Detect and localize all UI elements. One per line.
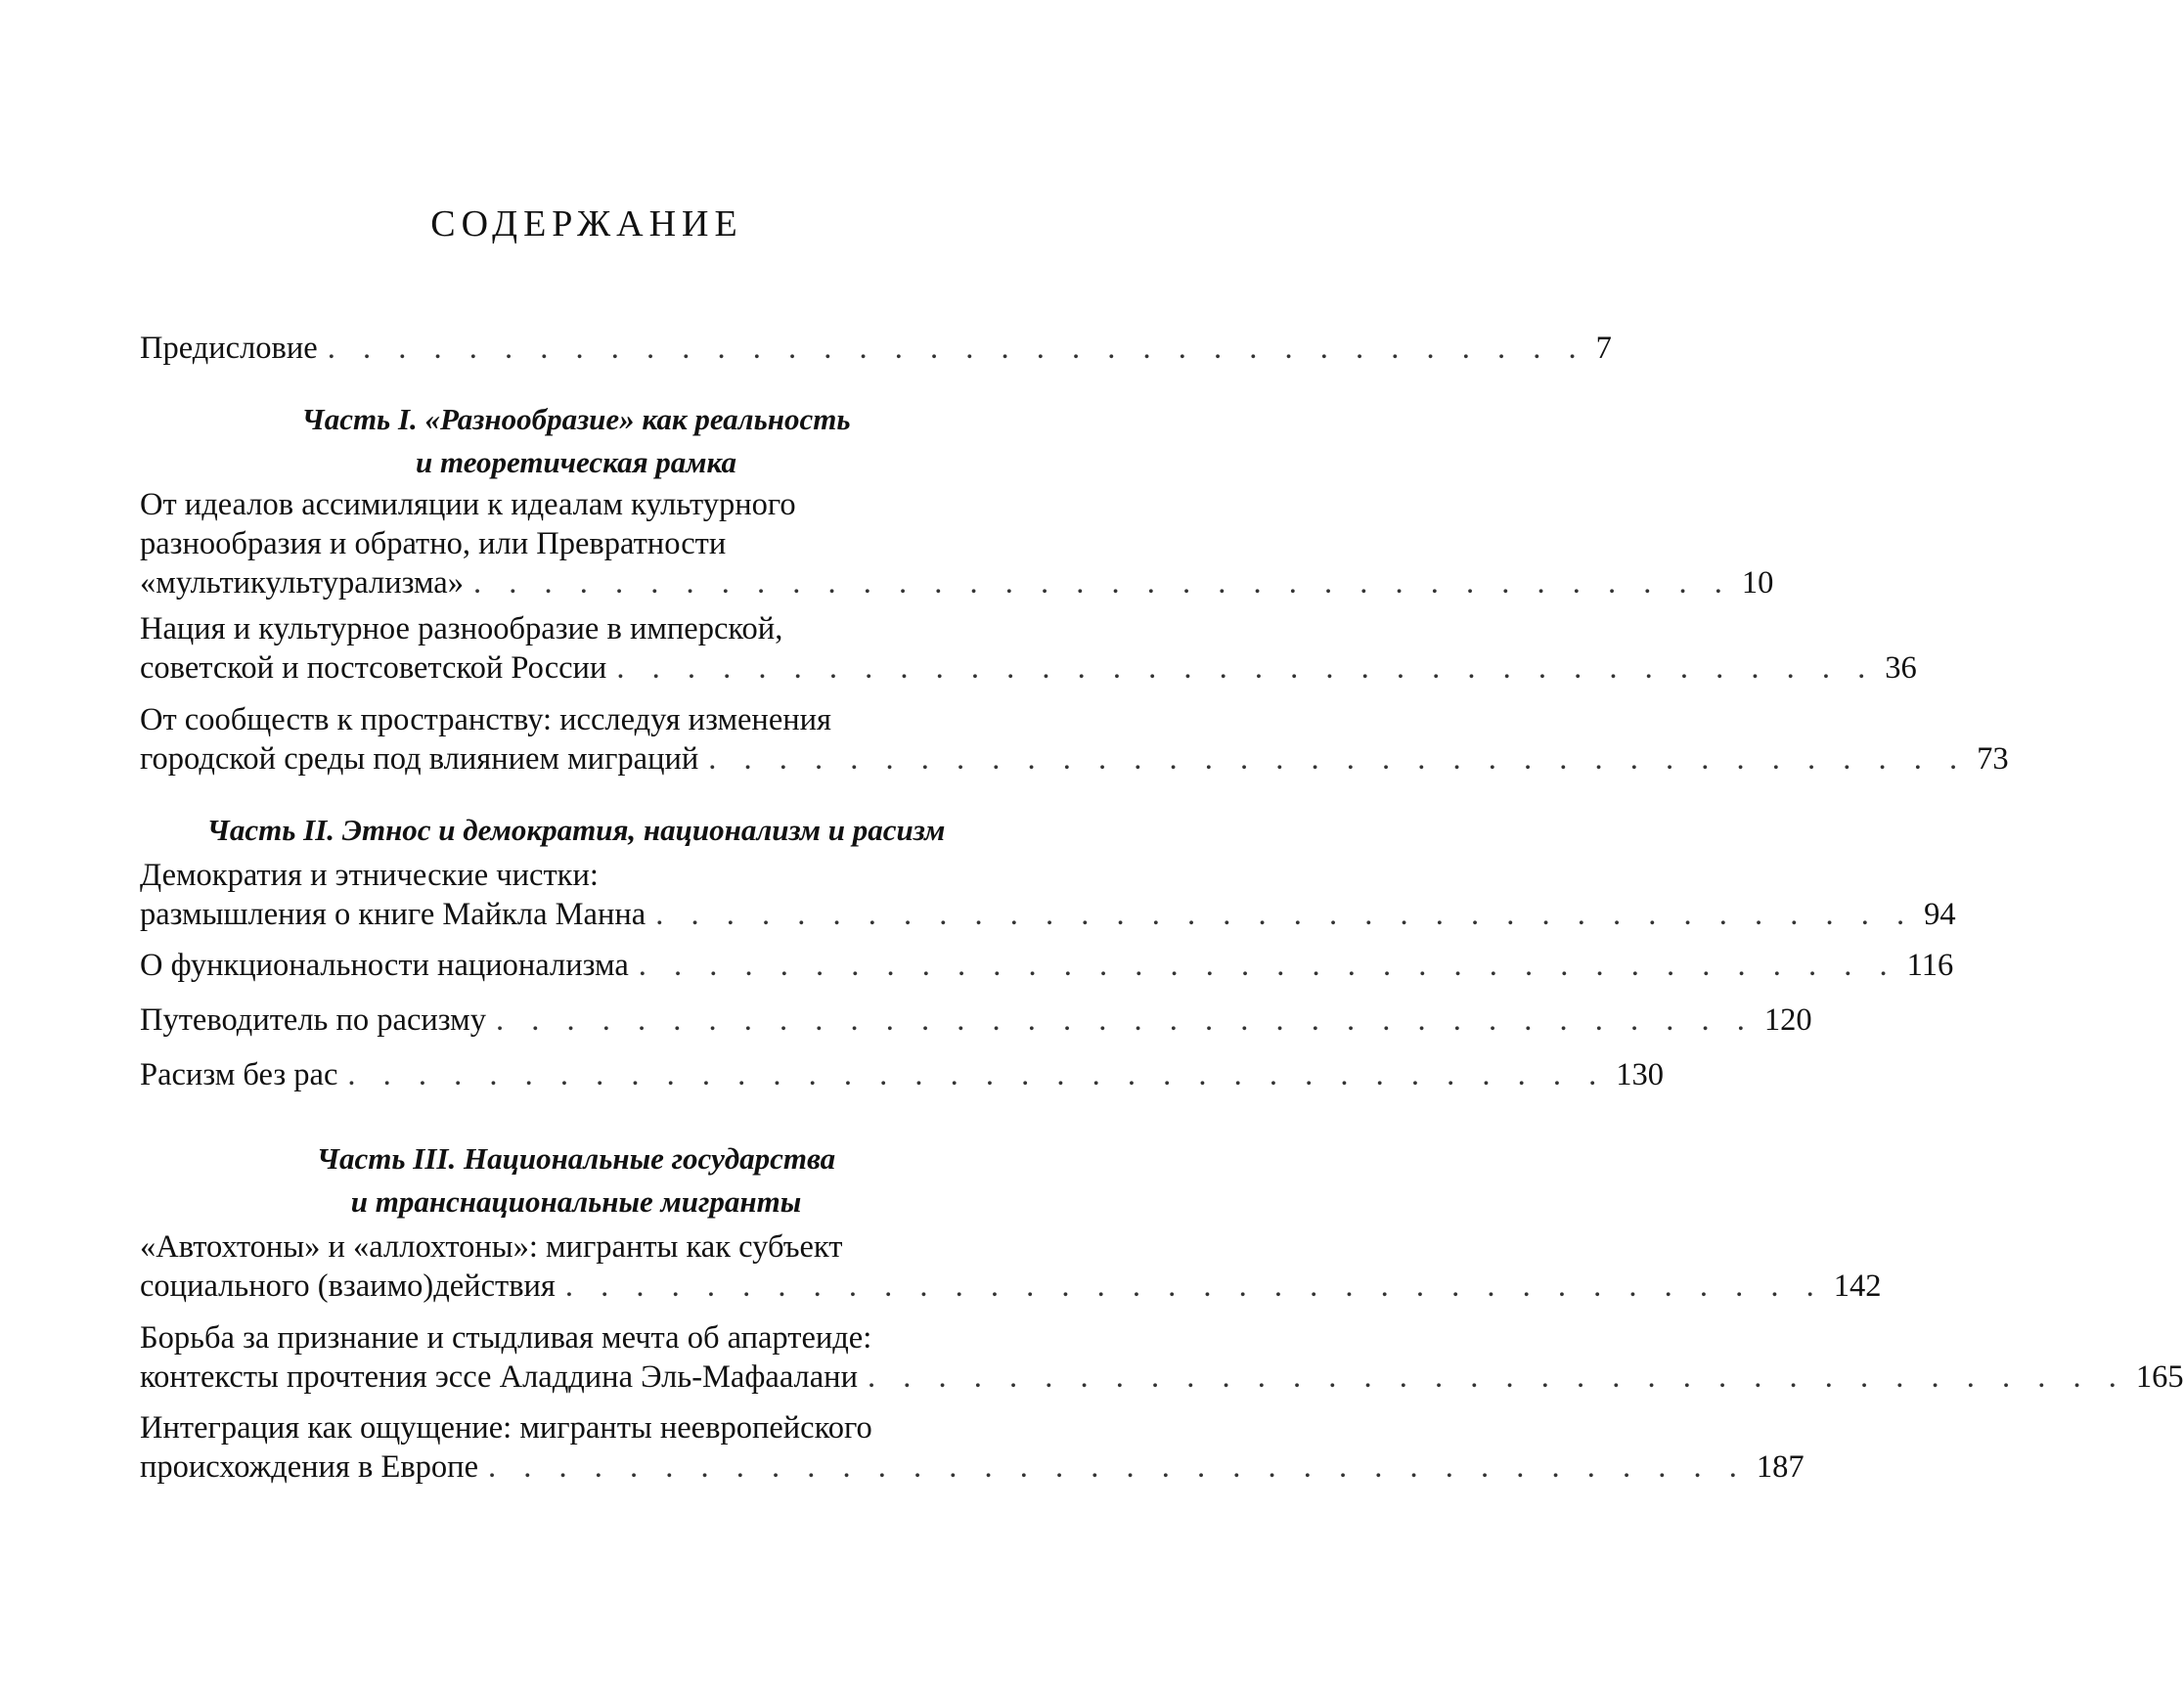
leader-dots: . . . . . . . . . . . . . . . . . . . . . . . . . . . . . . . . . . . . bbox=[472, 565, 1732, 601]
toc-entry-line: «Автохтоны» и «аллохтоны»: мигранты как субъект bbox=[140, 1229, 843, 1265]
toc-entry bbox=[140, 1318, 2184, 1397]
toc-entry bbox=[140, 1055, 1665, 1094]
leader-dots: . . . . . . . . . . . . . . . . . . . . . . . . . . . . . . . . . . . . bbox=[708, 741, 1968, 777]
toc-page-number: 36 bbox=[1885, 650, 1917, 686]
toc-entry bbox=[140, 485, 1774, 602]
toc-entry-line: От идеалов ассимиляции к идеалам культурного bbox=[140, 487, 796, 522]
toc-page-number: 142 bbox=[1833, 1268, 1882, 1304]
toc-entry-line: От сообществ к пространству: исследуя изменения bbox=[140, 702, 831, 737]
toc-entry-line: контексты прочтения эссе Аладдина Эль-Мафаалани bbox=[140, 1359, 858, 1395]
leader-dots: . . . . . . . . . . . . . . . . . . . . . . . . . . . . . . . . . . . . bbox=[655, 897, 1915, 932]
toc-entry-line: разнообразия и обратно, или Превратности bbox=[140, 526, 727, 561]
toc-page-number: 116 bbox=[1906, 948, 1954, 983]
part-heading-line: Часть II. Этнос и демократия, национализм и расизм bbox=[206, 813, 946, 847]
part-2-heading bbox=[140, 809, 1012, 852]
part-1-heading bbox=[140, 398, 1012, 484]
leader-dots: . . . . . . . . . . . . . . . . . . . . . . . . . . . . . . . . . . . . bbox=[327, 331, 1586, 366]
part-heading-line: Часть I. «Разнообразие» как реальность bbox=[301, 402, 851, 436]
toc-entry-line: советской и постсоветской России bbox=[140, 650, 607, 686]
toc-entry-line: Путеводитель по расизму bbox=[140, 1002, 486, 1038]
toc-entry-line: размышления о книге Майкла Манна bbox=[140, 897, 646, 932]
toc-page-number: 7 bbox=[1595, 331, 1612, 366]
toc-entry-line: Интеграция как ощущение: мигранты неевропейского bbox=[140, 1410, 872, 1446]
toc-entry bbox=[140, 946, 1954, 985]
toc-entry-preface bbox=[140, 329, 1612, 368]
toc-entry-line: происхождения в Европе bbox=[140, 1449, 478, 1485]
leader-dots: . . . . . . . . . . . . . . . . . . . . . . . . . . . . . . . . . . . . bbox=[867, 1359, 2126, 1395]
toc-entry-line: Расизм без рас bbox=[140, 1057, 338, 1092]
toc-entry-line: «мультикультурализма» bbox=[140, 565, 464, 601]
toc-entry bbox=[140, 1227, 1882, 1306]
toc-page-number: 120 bbox=[1763, 1002, 1812, 1038]
part-heading-line: и теоретическая рамка bbox=[416, 445, 736, 479]
part-heading-line: и транснациональные мигранты bbox=[350, 1184, 802, 1219]
toc-page-number: 130 bbox=[1616, 1057, 1665, 1092]
leader-dots: . . . . . . . . . . . . . . . . . . . . . . . . . . . . . . . . . . . . bbox=[638, 948, 1897, 983]
toc-entry-line: Нация и культурное разнообразие в имперской, bbox=[140, 611, 783, 646]
toc-page-number: 165 bbox=[2135, 1359, 2184, 1395]
part-3-heading bbox=[140, 1137, 1012, 1224]
toc-entry-line: О функциональности национализма bbox=[140, 948, 629, 983]
toc-entry bbox=[140, 609, 1917, 688]
toc-entry bbox=[140, 700, 2009, 779]
toc-entry-line: Демократия и этнические чистки: bbox=[140, 858, 599, 893]
toc-entry-title: Предисловие bbox=[140, 331, 318, 366]
toc-page-number: 94 bbox=[1924, 897, 1956, 932]
leader-dots: . . . . . . . . . . . . . . . . . . . . . . . . . . . . . . . . . . . . bbox=[495, 1002, 1755, 1038]
leader-dots: . . . . . . . . . . . . . . . . . . . . . . . . . . . . . . . . . . . . bbox=[488, 1449, 1747, 1485]
toc-entry-line: Борьба за признание и стыдливая мечта об апартеиде: bbox=[140, 1320, 872, 1356]
toc-entry bbox=[140, 1408, 1805, 1487]
leader-dots: . . . . . . . . . . . . . . . . . . . . . . . . . . . . . . . . . . . . bbox=[564, 1268, 1824, 1304]
toc-page-number: 73 bbox=[1977, 741, 2009, 777]
toc-entry bbox=[140, 856, 1956, 934]
part-heading-line: Часть III. Национальные государства bbox=[316, 1141, 836, 1176]
leader-dots: . . . . . . . . . . . . . . . . . . . . . . . . . . . . . . . . . . . . bbox=[347, 1057, 1607, 1092]
toc-page-number: 10 bbox=[1741, 565, 1774, 601]
toc-page-number: 187 bbox=[1756, 1449, 1805, 1485]
page-title: СОДЕРЖАНИЕ bbox=[430, 203, 743, 245]
toc-entry-line: социального (взаимо)действия bbox=[140, 1268, 556, 1304]
toc-entry bbox=[140, 1001, 1812, 1040]
toc-entry-line: городской среды под влиянием миграций bbox=[140, 741, 699, 777]
leader-dots: . . . . . . . . . . . . . . . . . . . . . . . . . . . . . . . . . . . . bbox=[616, 650, 1876, 686]
